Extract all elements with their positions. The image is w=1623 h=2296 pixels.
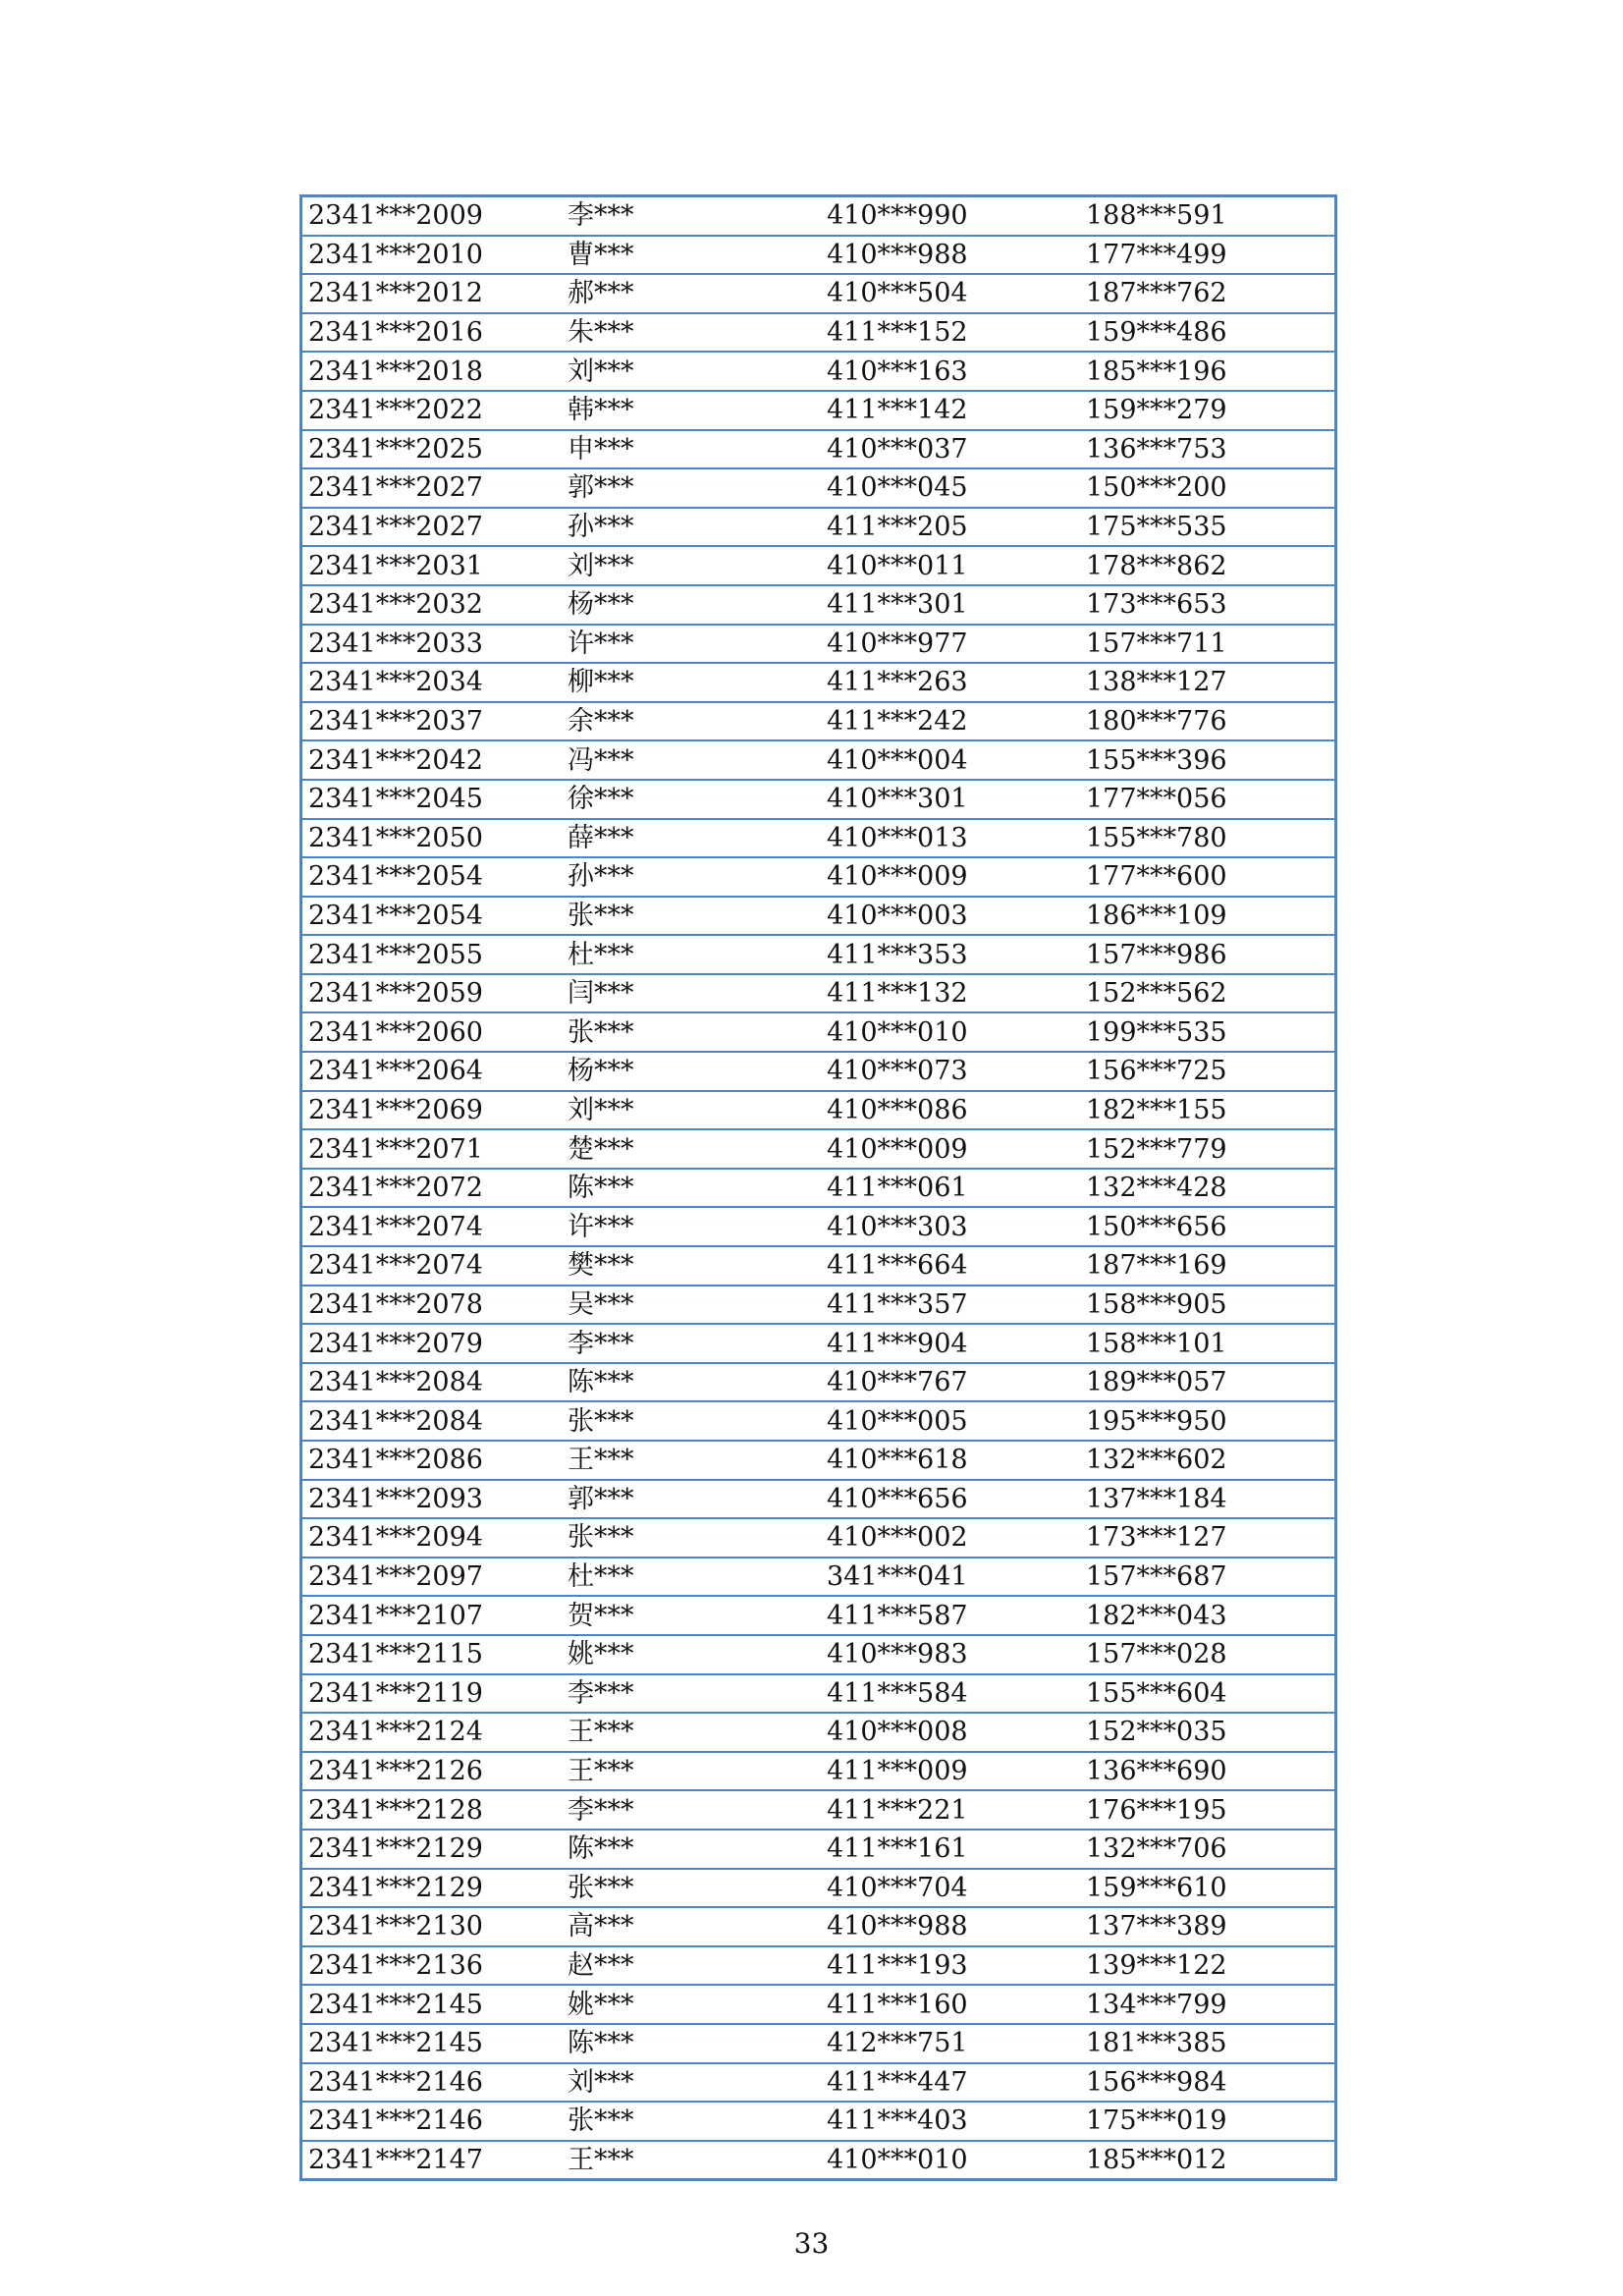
student-id-cell: 2341***2032 xyxy=(302,585,562,625)
table-row xyxy=(302,508,1334,547)
id-number-cell: 410***013 xyxy=(821,819,1080,858)
student-id-cell: 2341***2145 xyxy=(302,1985,562,2024)
id-number-cell: 410***988 xyxy=(821,236,1080,275)
id-number-cell: 411***904 xyxy=(821,1324,1080,1363)
id-number-cell: 410***656 xyxy=(821,1480,1080,1519)
name-cell: 朱*** xyxy=(562,313,821,353)
phone-cell: 155***396 xyxy=(1080,740,1334,780)
table-row xyxy=(302,1169,1334,1208)
name-cell: 杨*** xyxy=(562,585,821,625)
student-id-cell: 2341***2129 xyxy=(302,1830,562,1869)
name-cell: 柳*** xyxy=(562,663,821,702)
phone-cell: 150***200 xyxy=(1080,468,1334,508)
name-cell: 冯*** xyxy=(562,740,821,780)
page-number: 33 xyxy=(793,2227,830,2260)
phone-cell: 182***043 xyxy=(1080,1596,1334,1635)
id-number-cell: 410***004 xyxy=(821,740,1080,780)
id-number-cell: 410***301 xyxy=(821,780,1080,819)
phone-cell: 136***753 xyxy=(1080,430,1334,469)
phone-cell: 152***035 xyxy=(1080,1713,1334,1752)
student-id-cell: 2341***2031 xyxy=(302,546,562,585)
id-number-cell: 410***618 xyxy=(821,1441,1080,1480)
name-cell: 李*** xyxy=(568,200,634,232)
student-id-cell: 2341***2033 xyxy=(302,625,562,664)
student-id-cell: 2341***2071 xyxy=(302,1129,562,1169)
student-id-cell: 2341***2147 xyxy=(302,2141,562,2179)
phone-cell: 132***428 xyxy=(1080,1169,1334,1208)
phone-cell: 156***725 xyxy=(1080,1052,1334,1091)
table-row xyxy=(302,1052,1334,1091)
student-id-cell: 2341***2074 xyxy=(302,1246,562,1285)
student-id-cell: 2341***2054 xyxy=(302,897,562,936)
id-number-cell: 410***086 xyxy=(821,1091,1080,1130)
table-row xyxy=(302,1207,1334,1246)
student-id-cell: 2341***2050 xyxy=(302,819,562,858)
student-id-cell: 2341***2130 xyxy=(302,1907,562,1946)
phone-cell: 157***986 xyxy=(1080,935,1334,974)
student-id-cell: 2341***2124 xyxy=(302,1713,562,1752)
table-row xyxy=(302,740,1334,780)
student-id-cell: 2341***2136 xyxy=(302,1946,562,1986)
name-cell: 闫*** xyxy=(562,974,821,1013)
phone-cell: 175***535 xyxy=(1080,508,1334,547)
table-row xyxy=(302,819,1334,858)
table-row xyxy=(302,625,1334,664)
phone-cell: 156***984 xyxy=(1080,2063,1334,2103)
name-cell: 陈*** xyxy=(562,1363,821,1402)
student-id-cell: 2341***2064 xyxy=(302,1052,562,1091)
student-id-cell: 2341***2018 xyxy=(302,352,562,391)
id-number-cell: 411***353 xyxy=(821,935,1080,974)
phone-cell: 185***012 xyxy=(1080,2141,1334,2179)
student-id-cell: 2341***2146 xyxy=(302,2063,562,2103)
table-row xyxy=(302,1091,1334,1130)
table-row xyxy=(302,702,1334,741)
id-number-cell: 411***193 xyxy=(821,1946,1080,1986)
id-number-cell: 410***008 xyxy=(821,1713,1080,1752)
id-number-cell: 341***041 xyxy=(821,1558,1080,1597)
id-number-cell: 410***983 xyxy=(821,1635,1080,1674)
id-number-cell: 411***205 xyxy=(821,508,1080,547)
phone-cell: 157***028 xyxy=(1080,1635,1334,1674)
id-number-cell: 410***003 xyxy=(821,897,1080,936)
phone-cell: 176***195 xyxy=(1080,1790,1334,1830)
id-number-cell: 410***990 xyxy=(827,200,968,232)
id-number-cell: 410***011 xyxy=(821,546,1080,585)
student-id-cell: 2341***2094 xyxy=(302,1518,562,1558)
student-id-cell: 2341***2025 xyxy=(302,430,562,469)
id-number-cell: 410***504 xyxy=(821,274,1080,313)
table-row xyxy=(302,2024,1334,2063)
student-id-cell: 2341***2037 xyxy=(302,702,562,741)
id-number-cell: 411***357 xyxy=(821,1285,1080,1325)
phone-cell: 152***562 xyxy=(1080,974,1334,1013)
phone-cell: 132***706 xyxy=(1080,1830,1334,1869)
name-cell: 贺*** xyxy=(562,1596,821,1635)
name-cell: 高*** xyxy=(562,1907,821,1946)
student-id-cell: 2341***2097 xyxy=(302,1558,562,1597)
table-row xyxy=(302,1635,1334,1674)
table-row xyxy=(302,1129,1334,1169)
table-row xyxy=(302,1907,1334,1946)
phone-cell: 199***535 xyxy=(1080,1012,1334,1052)
id-number-cell: 411***061 xyxy=(821,1169,1080,1208)
name-cell: 樊*** xyxy=(562,1246,821,1285)
student-id-cell: 2341***2119 xyxy=(302,1674,562,1714)
id-number-cell: 411***142 xyxy=(821,391,1080,430)
id-number-cell: 410***704 xyxy=(821,1869,1080,1908)
table-row xyxy=(302,236,1334,275)
student-id-cell: 2341***2145 xyxy=(302,2024,562,2063)
table-row xyxy=(302,1363,1334,1402)
name-cell: 楚*** xyxy=(562,1129,821,1169)
phone-cell: 195***950 xyxy=(1080,1401,1334,1441)
student-id-cell: 2341***2027 xyxy=(302,508,562,547)
table-row xyxy=(302,1441,1334,1480)
student-id-cell: 2341***2045 xyxy=(302,780,562,819)
phone-cell: 173***127 xyxy=(1080,1518,1334,1558)
table-row xyxy=(302,1324,1334,1363)
table-row xyxy=(302,1518,1334,1558)
table-row xyxy=(302,2141,1334,2179)
name-cell: 张*** xyxy=(562,1518,821,1558)
phone-cell: 177***600 xyxy=(1080,857,1334,897)
table-row xyxy=(302,663,1334,702)
id-number-cell: 411***242 xyxy=(821,702,1080,741)
name-cell: 申*** xyxy=(562,430,821,469)
phone-cell: 138***127 xyxy=(1080,663,1334,702)
id-number-cell: 410***009 xyxy=(821,1129,1080,1169)
id-number-cell: 411***263 xyxy=(821,663,1080,702)
table-row xyxy=(302,391,1334,430)
name-cell: 杜*** xyxy=(562,1558,821,1597)
name-cell: 刘*** xyxy=(562,1091,821,1130)
id-number-cell: 411***403 xyxy=(821,2102,1080,2141)
name-cell: 张*** xyxy=(562,1012,821,1052)
name-cell: 姚*** xyxy=(562,1985,821,2024)
id-number-cell: 410***073 xyxy=(821,1052,1080,1091)
student-id-cell: 2341***2042 xyxy=(302,740,562,780)
phone-cell: 155***780 xyxy=(1080,819,1334,858)
table-row xyxy=(302,2102,1334,2141)
phone-cell: 155***604 xyxy=(1080,1674,1334,1714)
table-row xyxy=(302,1596,1334,1635)
records-table-body xyxy=(302,197,1334,2178)
id-number-cell: 410***303 xyxy=(821,1207,1080,1246)
student-id-cell: 2341***2128 xyxy=(302,1790,562,1830)
table-row xyxy=(302,857,1334,897)
phone-cell: 137***184 xyxy=(1080,1480,1334,1519)
table-row xyxy=(302,897,1334,936)
phone-cell: 186***109 xyxy=(1080,897,1334,936)
id-number-cell: 411***152 xyxy=(821,313,1080,353)
table-row xyxy=(302,1401,1334,1441)
table-row xyxy=(302,1752,1334,1791)
student-id-cell: 2341***2016 xyxy=(302,313,562,353)
id-number-cell: 412***751 xyxy=(821,2024,1080,2063)
student-id-cell: 2341***2010 xyxy=(302,236,562,275)
table-row xyxy=(302,1790,1334,1830)
id-number-cell: 411***161 xyxy=(821,1830,1080,1869)
id-number-cell: 411***132 xyxy=(821,974,1080,1013)
phone-cell: 150***656 xyxy=(1080,1207,1334,1246)
phone-cell: 178***862 xyxy=(1080,546,1334,585)
name-cell: 姚*** xyxy=(562,1635,821,1674)
table-row xyxy=(302,780,1334,819)
id-number-cell: 410***045 xyxy=(821,468,1080,508)
name-cell: 韩*** xyxy=(562,391,821,430)
name-cell: 郭*** xyxy=(562,1480,821,1519)
phone-cell: 159***610 xyxy=(1080,1869,1334,1908)
id-number-cell: 411***587 xyxy=(821,1596,1080,1635)
id-number-cell: 410***005 xyxy=(821,1401,1080,1441)
name-cell: 王*** xyxy=(562,1713,821,1752)
id-number-cell: 411***160 xyxy=(821,1985,1080,2024)
student-id-cell: 2341***2115 xyxy=(302,1635,562,1674)
name-cell: 张*** xyxy=(562,1869,821,1908)
student-id-cell: 2341***2069 xyxy=(302,1091,562,1130)
name-cell: 陈*** xyxy=(562,2024,821,2063)
name-cell: 刘*** xyxy=(562,546,821,585)
name-cell: 刘*** xyxy=(562,352,821,391)
name-cell: 许*** xyxy=(562,1207,821,1246)
phone-cell: 181***385 xyxy=(1080,2024,1334,2063)
phone-cell: 137***389 xyxy=(1080,1907,1334,1946)
table-row xyxy=(302,313,1334,353)
name-cell: 王*** xyxy=(562,1752,821,1791)
id-number-cell: 411***584 xyxy=(821,1674,1080,1714)
name-cell: 徐*** xyxy=(562,780,821,819)
name-cell: 杨*** xyxy=(562,1052,821,1091)
table-row xyxy=(302,1713,1334,1752)
student-id-cell: 2341***2084 xyxy=(302,1363,562,1402)
id-number-cell: 411***301 xyxy=(821,585,1080,625)
phone-cell: 187***169 xyxy=(1080,1246,1334,1285)
name-cell: 余*** xyxy=(562,702,821,741)
id-number-cell: 411***447 xyxy=(821,2063,1080,2103)
id-number-cell: 410***037 xyxy=(821,430,1080,469)
student-id-cell: 2341***2072 xyxy=(302,1169,562,1208)
name-cell: 李*** xyxy=(562,1324,821,1363)
table-row xyxy=(302,352,1334,391)
name-cell: 王*** xyxy=(562,2141,821,2179)
phone-cell: 177***499 xyxy=(1080,236,1334,275)
table-row xyxy=(302,1985,1334,2024)
table-row xyxy=(302,1674,1334,1714)
table-row xyxy=(302,546,1334,585)
name-cell: 李*** xyxy=(562,1790,821,1830)
table-row xyxy=(302,974,1334,1013)
name-cell: 曹*** xyxy=(562,236,821,275)
student-id-cell: 2341***2054 xyxy=(302,857,562,897)
id-number-cell: 410***010 xyxy=(821,1012,1080,1052)
id-number-cell: 411***009 xyxy=(821,1752,1080,1791)
table-row xyxy=(302,430,1334,469)
table-row xyxy=(302,197,1334,236)
student-id-cell: 2341***2022 xyxy=(302,391,562,430)
student-id-cell: 2341***2079 xyxy=(302,1324,562,1363)
name-cell: 陈*** xyxy=(562,1830,821,1869)
id-number-cell: 410***977 xyxy=(821,625,1080,664)
id-number-cell: 410***163 xyxy=(821,352,1080,391)
table-row xyxy=(302,935,1334,974)
phone-cell: 182***155 xyxy=(1080,1091,1334,1130)
phone-cell: 189***057 xyxy=(1080,1363,1334,1402)
id-number-cell: 410***010 xyxy=(821,2141,1080,2179)
id-number-cell: 411***664 xyxy=(821,1246,1080,1285)
id-number-cell: 410***767 xyxy=(821,1363,1080,1402)
student-id-cell: 2341***2074 xyxy=(302,1207,562,1246)
table-row xyxy=(302,1285,1334,1325)
name-cell: 张*** xyxy=(562,2102,821,2141)
phone-cell: 187***762 xyxy=(1080,274,1334,313)
name-cell: 李*** xyxy=(562,1674,821,1714)
student-id-cell: 2341***2034 xyxy=(302,663,562,702)
name-cell: 孙*** xyxy=(562,857,821,897)
table-row xyxy=(302,585,1334,625)
student-id-cell: 2341***2059 xyxy=(302,974,562,1013)
student-id-cell: 2341***2084 xyxy=(302,1401,562,1441)
table-row xyxy=(302,1246,1334,1285)
student-id-cell: 2341***2060 xyxy=(302,1012,562,1052)
table-row xyxy=(302,468,1334,508)
phone-cell: 180***776 xyxy=(1080,702,1334,741)
name-cell: 许*** xyxy=(562,625,821,664)
student-id-cell: 2341***2078 xyxy=(302,1285,562,1325)
phone-cell: 134***799 xyxy=(1080,1985,1334,2024)
phone-cell: 132***602 xyxy=(1080,1441,1334,1480)
student-id-cell: 2341***2055 xyxy=(302,935,562,974)
phone-cell: 177***056 xyxy=(1080,780,1334,819)
student-id-cell: 2341***2129 xyxy=(302,1869,562,1908)
phone-cell: 158***905 xyxy=(1080,1285,1334,1325)
table-row xyxy=(302,1012,1334,1052)
name-cell: 张*** xyxy=(562,897,821,936)
student-id-cell: 2341***2126 xyxy=(302,1752,562,1791)
name-cell: 刘*** xyxy=(562,2063,821,2103)
name-cell: 张*** xyxy=(562,1401,821,1441)
table-row xyxy=(302,274,1334,313)
phone-cell: 158***101 xyxy=(1080,1324,1334,1363)
phone-cell: 157***687 xyxy=(1080,1558,1334,1597)
phone-cell: 188***591 xyxy=(1086,200,1227,232)
student-id-cell: 2341***2009 xyxy=(308,200,483,232)
id-number-cell: 411***221 xyxy=(821,1790,1080,1830)
records-table xyxy=(299,194,1337,2181)
name-cell: 孙*** xyxy=(562,508,821,547)
student-id-cell: 2341***2093 xyxy=(302,1480,562,1519)
name-cell: 吴*** xyxy=(562,1285,821,1325)
phone-cell: 139***122 xyxy=(1080,1946,1334,1986)
name-cell: 赵*** xyxy=(562,1946,821,1986)
id-number-cell: 410***002 xyxy=(821,1518,1080,1558)
name-cell: 薛*** xyxy=(562,819,821,858)
name-cell: 杜*** xyxy=(562,935,821,974)
name-cell: 郝*** xyxy=(562,274,821,313)
student-id-cell: 2341***2027 xyxy=(302,468,562,508)
table-row xyxy=(302,1558,1334,1597)
phone-cell: 185***196 xyxy=(1080,352,1334,391)
student-id-cell: 2341***2086 xyxy=(302,1441,562,1480)
student-id-cell: 2341***2107 xyxy=(302,1596,562,1635)
table-row xyxy=(302,1946,1334,1986)
phone-cell: 136***690 xyxy=(1080,1752,1334,1791)
phone-cell: 159***486 xyxy=(1080,313,1334,353)
id-number-cell: 410***009 xyxy=(821,857,1080,897)
table-row xyxy=(302,1830,1334,1869)
phone-cell: 159***279 xyxy=(1080,391,1334,430)
table-row xyxy=(302,1480,1334,1519)
student-id-cell: 2341***2146 xyxy=(302,2102,562,2141)
name-cell: 王*** xyxy=(562,1441,821,1480)
phone-cell: 173***653 xyxy=(1080,585,1334,625)
table-row xyxy=(302,1869,1334,1908)
table-row xyxy=(302,2063,1334,2103)
student-id-cell: 2341***2012 xyxy=(302,274,562,313)
id-number-cell: 410***988 xyxy=(821,1907,1080,1946)
name-cell: 郭*** xyxy=(562,468,821,508)
name-cell: 陈*** xyxy=(562,1169,821,1208)
phone-cell: 157***711 xyxy=(1080,625,1334,664)
phone-cell: 152***779 xyxy=(1080,1129,1334,1169)
phone-cell: 175***019 xyxy=(1080,2102,1334,2141)
